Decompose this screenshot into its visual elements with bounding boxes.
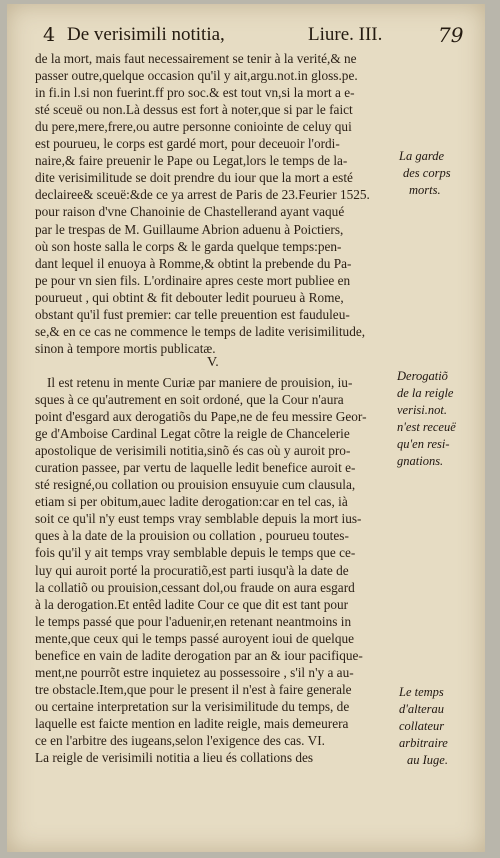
margin-note-line: Le temps	[399, 685, 444, 699]
text-line: apostolique de verisimili notitia,sinõ és cas où y auroit pro-	[35, 443, 351, 459]
text-line: pourueut , qui obtint & fit debouter ledit pourueu à Rome,	[35, 289, 344, 305]
margin-note-line: n'est receuë	[397, 420, 456, 434]
text-line: à la derogation.Et entêd ladite Cour ce que dit est tant pour	[35, 596, 349, 612]
text-line: mente,que ceux qui le temps passé auroyent ioui de quelque	[35, 630, 355, 646]
margin-note-line: de la reigle	[397, 386, 454, 400]
text-line: est pourueu, le corps est gardé mort, pour deceuoir l'ordi-	[35, 136, 340, 152]
text-line: dite verisimilitude se doit prendre du iour que la mort a esté	[35, 170, 353, 186]
text-line: passer outre,quelque occasion qu'il y ait,argu.not.in gloss.pe.	[35, 68, 358, 84]
text-line: où son hoste salla le corps & le garda quelque temps:pen-	[35, 238, 342, 254]
text-line: ques à la date de la prouision ou collation , pourueu toutes-	[35, 528, 349, 544]
text-line: curation passee, par vertu de laquelle ledit benefice auroit e-	[35, 460, 356, 476]
margin-note-derogation	[397, 368, 456, 470]
margin-note-line: des corps	[403, 166, 451, 180]
text-line: in fi.in l.si non fuerint.ff pro soc.& est tout vn,si la mort a e-	[35, 85, 355, 101]
text-line: sté resigné,ou collation ou prouision ensuyuie cum clausula,	[35, 477, 356, 493]
text-line: naire,& faire preuenir le Pape ou Legat,lors le temps de la-	[35, 153, 348, 169]
text-line: ou certaine interpretation sur la verisimilitude du temps, de	[35, 698, 350, 714]
running-header	[43, 24, 473, 52]
text-line: soit ce qu'il n'y eust temps vray semblable depuis la mort ius-	[35, 511, 362, 527]
margin-note-line: au Iuge.	[407, 753, 448, 767]
text-line: luy qui auroit porté la procuratiõ,est parti iusqu'à la date de	[35, 562, 349, 578]
text-line: benefice en vain de ladite derogation par an & iour pacifique-	[35, 647, 363, 663]
margin-note-line: arbitraire	[399, 736, 448, 750]
text-line: la collatiõ ou prouision,cessant dol,ou fraude on aura esgard	[35, 579, 355, 595]
text-line: tre obstacle.Item,que pour le present il n'est à faire generale	[35, 681, 352, 697]
text-line: sté sceuë ou non.Là dessus est fort à noter,que si par le faict	[35, 102, 353, 118]
text-line: de la mort, mais faut necessairement se tenir à la verité,& ne	[35, 51, 357, 66]
text-line: declairee& sceuë:&de ce ya arrest de Paris de 23.Feurier 1525.	[35, 187, 370, 203]
text-line: dant lequel il enuoya à Romme,& obtint la prebende du Pa-	[35, 255, 352, 271]
text-line: ce en l'arbitre des iugeans,selon l'exigence des cas. VI.	[35, 733, 325, 748]
text-line: pour raison d'vne Chanoinie de Chastellerand ayant vaqué	[35, 204, 345, 220]
text-line: ment,ne pourrõt estre inquietez au possessoire , s'il n'y a au-	[35, 664, 354, 680]
margin-note-temps	[399, 684, 448, 769]
text-line: se,& en ce cas ne commence le temps de ladite verisimilitude,	[35, 323, 366, 339]
running-title: De verisimili notitia,	[67, 24, 225, 45]
book-page	[7, 4, 485, 852]
margin-note-line: morts.	[409, 183, 441, 197]
text-line: du pere,mere,frere,ou autre personne coniointe de celuy qui	[35, 119, 352, 135]
margin-note-line: verisi.not.	[397, 403, 447, 417]
margin-note-line: gnations.	[397, 454, 444, 468]
margin-note-garde	[399, 148, 451, 199]
text-line: obstant qu'il fust premier: car telle preuention est fauduleu-	[35, 306, 350, 322]
margin-note-line: La garde	[399, 149, 445, 163]
page-number: 4	[43, 24, 56, 46]
margin-note-line: collateur	[399, 719, 445, 733]
margin-note-line: Derogatiõ	[397, 369, 448, 383]
text-line: pe pour vn sien fils. L'ordinaire apres ceste mort publiee en	[35, 272, 351, 288]
section-number: V.	[207, 354, 219, 370]
text-line: sques à ce qu'autrement en soit ordoné, que la Cour n'aura	[35, 392, 344, 407]
text-line: Il est retenu in mente Curiæ par maniere de prouision, iu-	[47, 374, 353, 390]
margin-note-line: qu'en resi-	[397, 437, 450, 451]
text-line: point d'esgard aux derogatiõs du Pape,ne de feu messire Geor-	[35, 409, 367, 425]
folio-number: 79	[438, 23, 464, 47]
text-line: sinon à tempore mortis publicatæ.	[35, 340, 216, 356]
text-line: par le trespas de M. Guillaume Abrion aduenu à Poictiers,	[35, 221, 344, 237]
text-line: le temps passé que pour l'aduenir,en retenant neantmoins in	[35, 613, 352, 629]
book-label: Liure. III.	[308, 24, 383, 45]
text-line: fois qu'il y ait temps vray semblable depuis le temps que ce-	[35, 545, 356, 561]
text-line: ge d'Amboise Cardinal Legat cõtre la reigle de Chancelerie	[35, 426, 350, 442]
text-line: laquelle est faicte mention en ladite reigle, mais demeurera	[35, 715, 349, 731]
text-line: La reigle de verisimili notitia a lieu és collations des	[35, 750, 314, 766]
text-line: etiam si per obitum,auec ladite derogation:car en tel cas, ià	[35, 494, 348, 510]
margin-note-line: d'alterau	[399, 702, 445, 716]
